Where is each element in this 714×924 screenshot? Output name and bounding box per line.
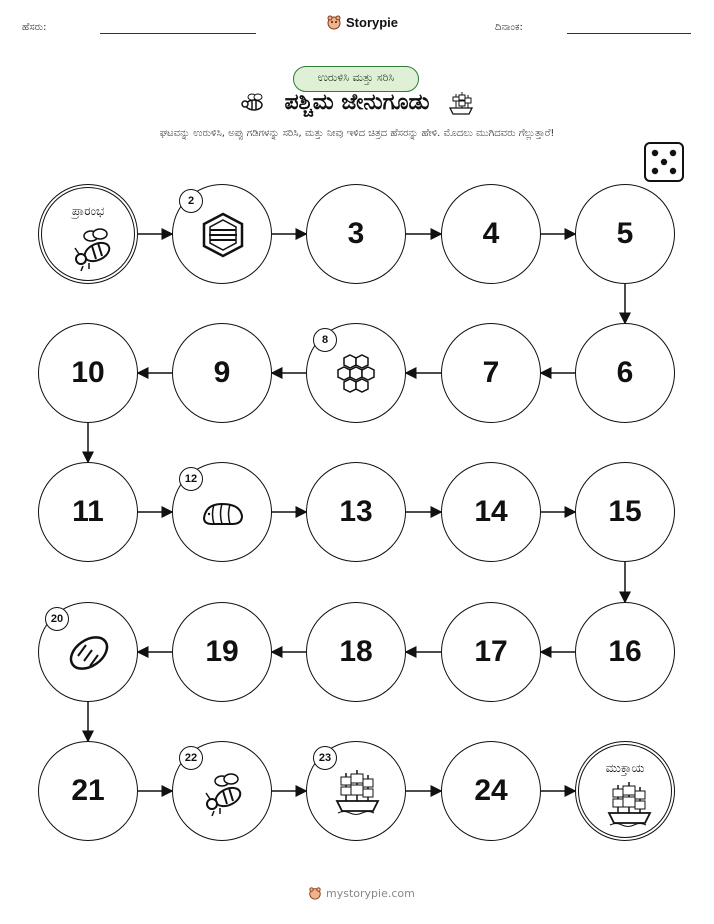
honeycomb-icon [332,349,382,399]
board-space-7[interactable] [441,323,541,423]
board-space-6[interactable] [575,323,675,423]
name-label: ಹೆಸರು: [22,22,47,33]
board-space-11[interactable] [38,462,138,562]
space-number-tag: 20 [45,607,69,631]
space-number: 14 [474,495,508,528]
space-number: 15 [608,495,642,528]
board-space-5[interactable] [575,184,675,284]
bee-icon [67,222,117,272]
board-space-15[interactable] [575,462,675,562]
finish-space[interactable] [575,741,675,841]
board-space-14[interactable] [441,462,541,562]
board-space-2[interactable] [172,184,272,284]
larva-icon [198,488,248,538]
board-space-16[interactable] [575,602,675,702]
space-number: 13 [339,495,373,528]
board-space-17[interactable] [441,602,541,702]
board-space-10[interactable] [38,323,138,423]
footer [308,886,415,900]
board-space-19[interactable] [172,602,272,702]
board-space-24[interactable] [441,741,541,841]
board-space-13[interactable] [306,462,406,562]
space-number: 16 [608,635,642,668]
space-number: 11 [72,495,104,528]
space-number: 19 [205,635,239,668]
board-space-12[interactable] [172,462,272,562]
finish-label: ಮುಕ್ತಾಯ [605,761,645,775]
space-number: 21 [71,774,105,807]
start-space[interactable] [38,184,138,284]
storypie-mascot-icon [308,886,322,900]
start-label: ಪ್ರಾರಂಭ [71,204,105,218]
space-number-tag: 22 [179,746,203,770]
space-number: 18 [339,635,373,668]
date-label: ದಿನಾಂಕ: [495,22,523,33]
board-space-22[interactable] [172,741,272,841]
space-number-tag: 12 [179,467,203,491]
board-space-3[interactable] [306,184,406,284]
game-type-badge: ಉರುಳಿಸಿ ಮತ್ತು ಸರಿಸಿ [293,66,419,92]
space-number-tag: 23 [313,746,337,770]
space-number: 7 [482,356,500,389]
space-number: 10 [71,356,105,389]
ship-icon [604,779,654,829]
bee-icon [198,767,248,817]
instructions: ಘಟವನ್ನು ಉರುಳಿಸಿ, ಅಪ್ಪು ಗಡಿಗಳನ್ನು ಸರಿಸಿ, ಮತ್ತು ನೀವು ಇಳಿದ ಚಿತ್ರದ ಹೆಸರನ್ನು ಹೇಳಿ. ಮೊದಲು ಮುಗಿದವರು ಗೆಲ್ಲುತ್ತಾರೆ! [159,128,555,139]
board-space-9[interactable] [172,323,272,423]
board-space-4[interactable] [441,184,541,284]
board-space-20[interactable] [38,602,138,702]
space-number-tag: 2 [179,189,203,213]
space-number: 4 [482,217,500,250]
brand-name: Storypie [346,14,399,30]
space-number: 6 [616,356,634,389]
hexagon-cell-icon [198,210,248,260]
board-space-8[interactable] [306,323,406,423]
board-space-21[interactable] [38,741,138,841]
space-number: 3 [347,217,365,250]
space-number: 9 [213,356,231,389]
ship-icon [332,767,382,817]
bread-icon [64,628,114,678]
space-number: 5 [616,217,634,250]
space-number-tag: 8 [313,328,337,352]
board-space-18[interactable] [306,602,406,702]
title-text: ಪಶ್ಚಿಮ ಜೇನುಗೂಡು [284,90,430,115]
space-number: 24 [474,774,508,807]
board-space-23[interactable] [306,741,406,841]
footer-site[interactable]: mystorypie.com [326,886,415,900]
space-number: 17 [474,635,508,668]
